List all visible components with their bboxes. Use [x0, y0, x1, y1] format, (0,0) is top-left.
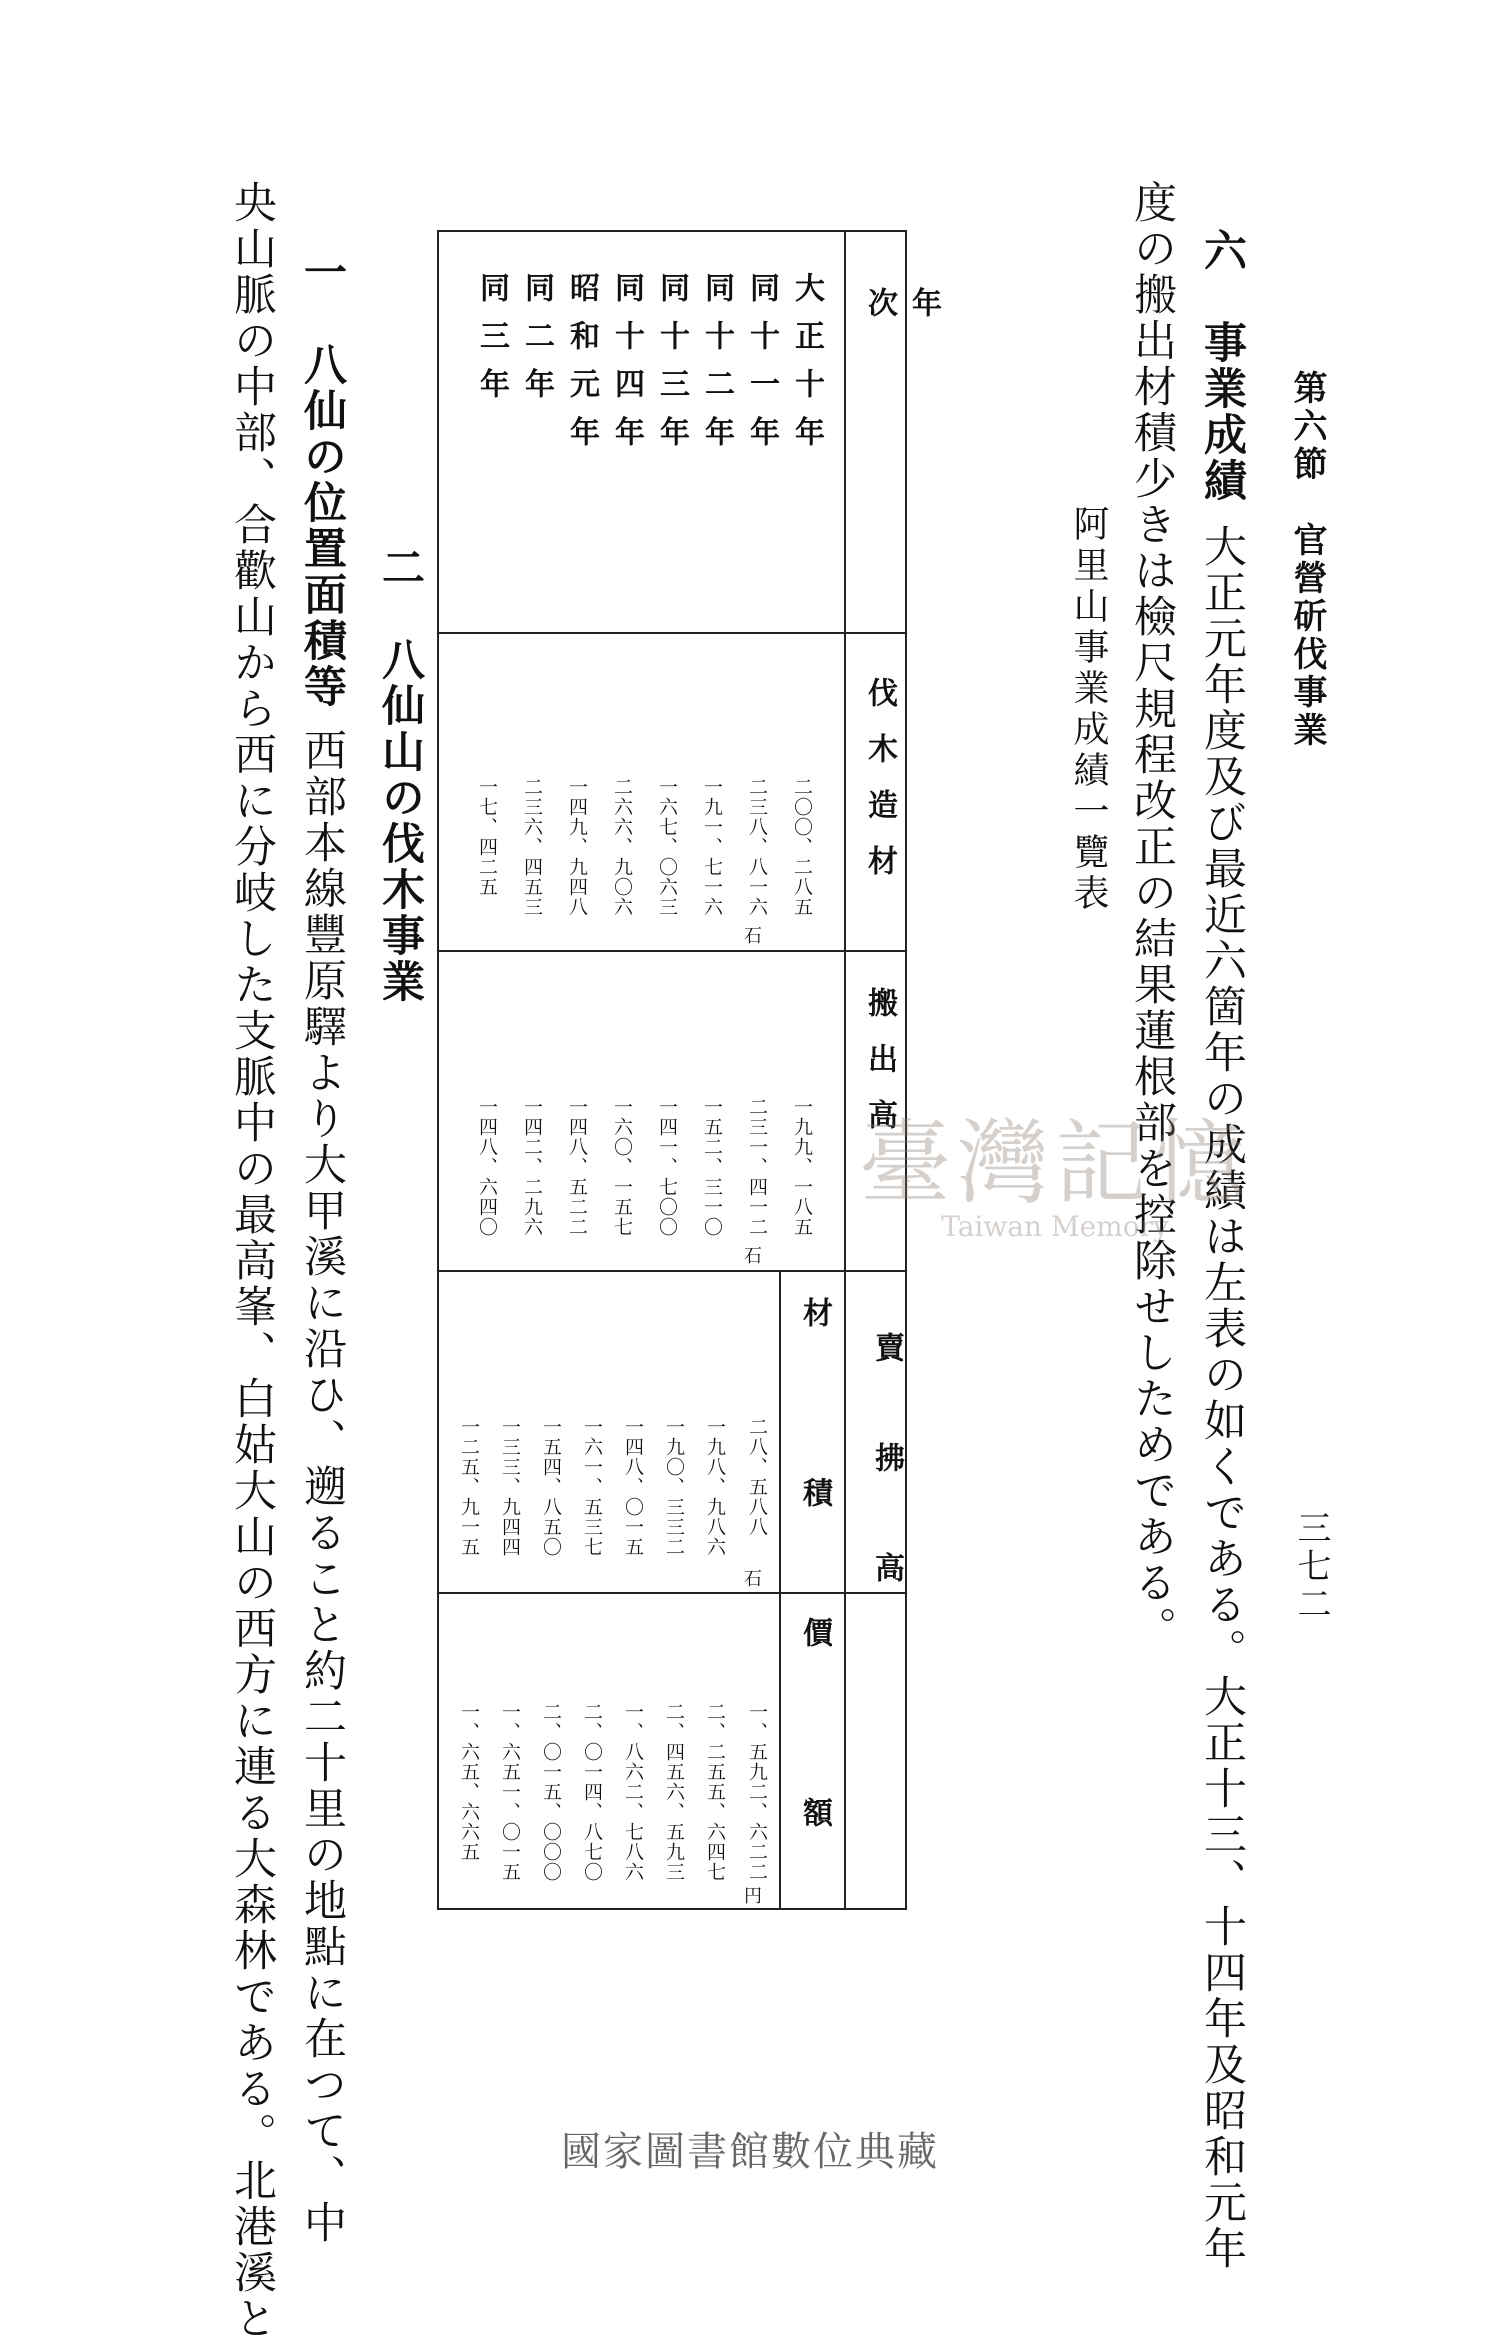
section-two-heading: 二 八仙山の伐木事業 [375, 545, 425, 1005]
taiwan-memory-watermark [775, 1090, 1335, 1280]
section-two-subheading: 一 八仙の位置面積等 [297, 250, 347, 710]
footer-source: 國家圖書館數位典藏 [561, 2129, 939, 2175]
unit-value: 円 [744, 1886, 762, 1907]
volume-4: 一六一、五三七 [581, 1417, 603, 1557]
value-4: 二、〇一四、八七〇 [581, 1702, 603, 1882]
felling-4: 二六六、九〇六 [611, 777, 633, 917]
value-1: 二、二五五、六四七 [704, 1702, 726, 1882]
unit-volume: 石 [744, 1569, 762, 1590]
felling-3: 一六七、〇六三 [656, 777, 678, 917]
volume-5: 一五四、八五〇 [540, 1417, 562, 1557]
section-6-heading: 六 事業成績 [1197, 228, 1247, 504]
year-7: 同三年 [474, 272, 509, 416]
carry-2: 一五二、三一〇 [701, 1097, 723, 1237]
felling-0: 二〇〇、二八五 [791, 777, 813, 917]
volume-1: 一九八、九八六 [704, 1417, 726, 1557]
watermark-text-cn: 臺灣記憶 [858, 1110, 1251, 1217]
section-two-line-1 [297, 250, 347, 2246]
unit-felling: 石 [744, 926, 762, 947]
carry-4: 一六〇、一五七 [611, 1097, 633, 1237]
carry-3: 一四一、七〇〇 [656, 1097, 678, 1237]
year-5: 昭和元年 [564, 272, 599, 464]
header-felling: 伐木造材 [862, 677, 897, 901]
carry-7: 一四八、六四〇 [476, 1097, 498, 1237]
results-table [437, 230, 941, 1910]
running-head: 第六節 官營斫伐事業 [1287, 370, 1327, 750]
carry-6: 一四二、二九六 [521, 1097, 543, 1237]
table-caption: 阿里山事業成績一覽表 [1068, 505, 1109, 915]
header-year: 年 次 [862, 287, 941, 627]
header-carry: 搬出高 [862, 987, 897, 1155]
felling-6: 二三六、四五三 [521, 777, 543, 917]
carry-1: 二三一、四一二 [746, 1097, 768, 1237]
header-volume: 材 積 [797, 1297, 832, 1567]
watermark-text-en: Taiwan Memory [941, 1210, 1169, 1243]
felling-1: 二三八、八一六 [746, 777, 768, 917]
section-two-text-1: 西部本線豐原驛より大甲溪に沿ひ、遡ること約二十里の地點に在つて、中 [297, 728, 347, 2246]
year-6: 同二年 [519, 272, 554, 416]
header-sales: 賣拂高 [869, 1332, 904, 1662]
year-3: 同十三年 [654, 272, 689, 464]
felling-7: 一七、四二五 [476, 777, 498, 897]
year-2: 同十二年 [699, 272, 734, 464]
section-6-line-2: 度の搬出材積少きは檢尺規程改正の結果蓮根部を控除せしためである。 [1127, 180, 1177, 1652]
value-5: 二、〇一五、〇〇〇 [540, 1702, 562, 1882]
value-2: 二、四五六、五九三 [663, 1702, 685, 1882]
volume-3: 一四八、〇一五 [622, 1417, 644, 1557]
section-two-line-2: 央山脈の中部、合歡山から西に分岐した支脈中の最高峯、白姑大山の西方に連る大森林である。北港溪と [227, 180, 277, 2342]
year-4: 同十四年 [609, 272, 644, 464]
carry-5: 一四八、五二二 [566, 1097, 588, 1237]
year-1: 同十一年 [744, 272, 779, 464]
felling-5: 一四九、九四八 [566, 777, 588, 917]
volume-0: 二八、五八八 [746, 1417, 768, 1537]
value-6: 一、六五一、〇一五 [499, 1702, 521, 1882]
value-0: 一、五九二、六二二 [746, 1702, 768, 1882]
volume-2: 一九〇、三三二 [663, 1417, 685, 1557]
value-3: 一、八六二、七八六 [622, 1702, 644, 1882]
volume-6: 一三三、九四四 [499, 1417, 521, 1557]
year-0: 大正十年 [789, 272, 824, 464]
page-number: 三七二 [1291, 1510, 1331, 1624]
header-value: 價 額 [797, 1617, 832, 1887]
value-7: 一、六五、六六五 [458, 1702, 480, 1862]
volume-7: 一二五、九一五 [458, 1417, 480, 1557]
felling-2: 一九一、七一六 [701, 777, 723, 917]
section-6-text-1: 大正元年度及び最近六箇年の成績は左表の如くである。大正十三、十四年及昭和元年 [1197, 524, 1247, 2272]
carry-0: 一九九、一八五 [791, 1097, 813, 1237]
unit-carry: 石 [744, 1246, 762, 1267]
